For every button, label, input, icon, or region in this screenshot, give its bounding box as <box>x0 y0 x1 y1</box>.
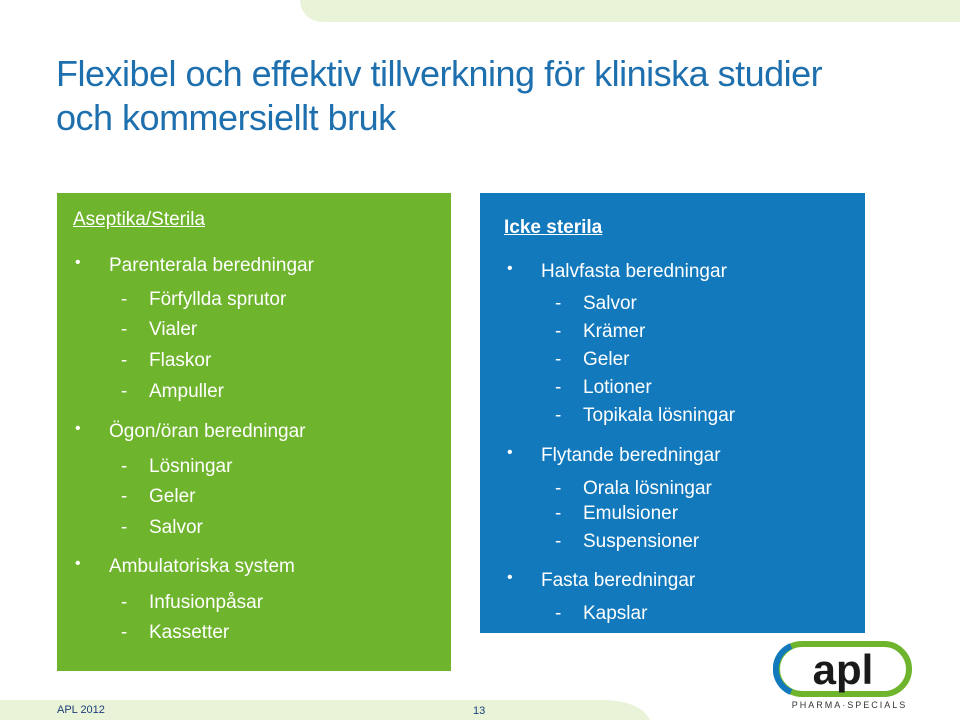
dash-icon: - <box>555 377 562 398</box>
dash-icon: - <box>555 349 562 370</box>
bullet-icon: • <box>75 555 81 572</box>
bullet-icon: • <box>75 254 81 271</box>
dash-icon: - <box>555 603 562 624</box>
category-label: Ögon/öran beredningar <box>109 421 306 442</box>
page-number: 13 <box>473 705 486 717</box>
category-label: Flytande beredningar <box>541 445 721 466</box>
non-sterile-panel: Icke sterila • Halvfasta beredningar - Salvor - Krämer - Geler - Lotioner - Topikala lösningar • Flytande beredningar - Orala lösningar - Emulsioner - Suspensioner • Fasta beredningar - Kapslar <box>480 193 865 633</box>
dash-icon: - <box>121 350 128 371</box>
title-line-1: Flexibel och effektiv tillverkning för kliniska studier <box>56 53 823 94</box>
aseptic-sterile-panel: Aseptika/Sterila • Parenterala beredningar - Förfyllda sprutor - Vialer - Flaskor - Ampuller • Ögon/öran beredningar - Lösningar - Geler - Salvor • Ambulatoriska system - Infusionpåsar - Kassetter <box>57 193 451 671</box>
category-label: Halvfasta beredningar <box>541 261 727 282</box>
title-line-2: och kommersiellt bruk <box>56 97 396 138</box>
dash-icon: - <box>121 456 128 477</box>
dash-icon: - <box>121 622 128 643</box>
dash-icon: - <box>555 321 562 342</box>
dash-icon: - <box>555 531 562 552</box>
non-sterile-heading: Icke sterila <box>504 217 603 238</box>
logo-wordmark: apl <box>812 646 874 693</box>
aseptic-heading: Aseptika/Sterila <box>73 209 206 230</box>
bullet-icon: • <box>507 569 513 586</box>
dash-icon: - <box>121 319 128 340</box>
category-label: Ambulatoriska system <box>109 556 295 577</box>
footer-year: APL 2012 <box>57 704 105 716</box>
bullet-icon: • <box>507 444 513 461</box>
top-decorative-tab <box>300 0 960 22</box>
category-label: Parenterala beredningar <box>109 255 314 276</box>
bullet-icon: • <box>507 260 513 277</box>
slide-title <box>56 52 936 140</box>
dash-icon: - <box>121 592 128 613</box>
dash-icon: - <box>121 517 128 538</box>
logo-tagline: PHARMA·SPECIALS <box>791 700 908 710</box>
dash-icon: - <box>121 381 128 402</box>
dash-icon: - <box>555 478 562 499</box>
dash-icon: - <box>121 486 128 507</box>
dash-icon: - <box>555 405 562 426</box>
bullet-icon: • <box>75 420 81 437</box>
dash-icon: - <box>555 293 562 314</box>
dash-icon: - <box>121 289 128 310</box>
category-label: Fasta beredningar <box>541 570 696 591</box>
dash-icon: - <box>555 503 562 524</box>
